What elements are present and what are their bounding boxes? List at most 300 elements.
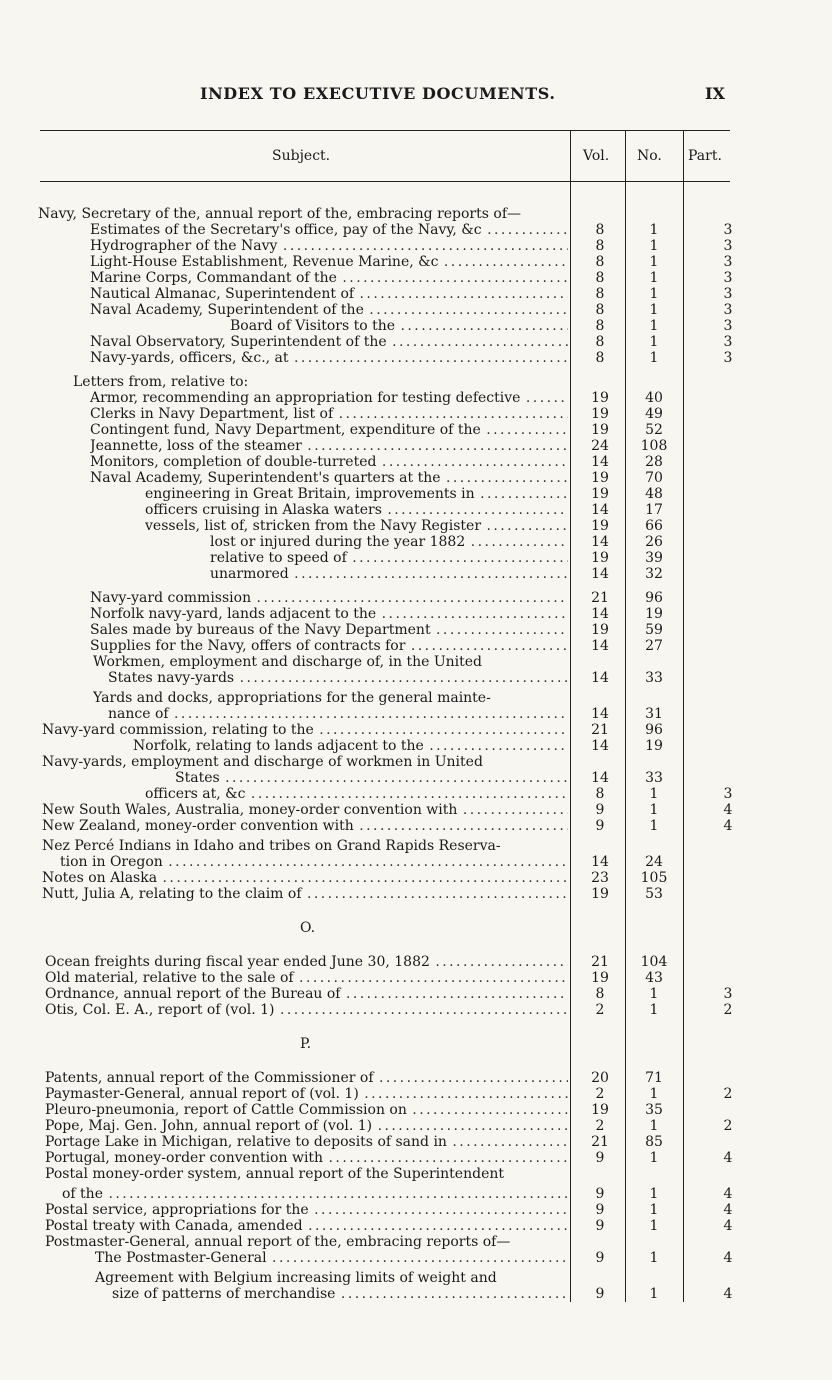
index-row bbox=[0, 818, 832, 834]
entry-volume: 8 bbox=[595, 222, 605, 238]
index-row bbox=[0, 722, 832, 738]
entry-volume: 14 bbox=[591, 770, 609, 786]
entry-number: 1 bbox=[649, 1286, 659, 1302]
index-row bbox=[0, 1118, 832, 1134]
entry-subject bbox=[95, 1250, 568, 1266]
entry-subject bbox=[90, 606, 568, 622]
index-row bbox=[0, 1150, 832, 1166]
entry-number: 1 bbox=[649, 802, 659, 818]
entry-subject bbox=[90, 350, 568, 366]
entry-number: 70 bbox=[645, 470, 663, 486]
entry-number: 26 bbox=[645, 534, 663, 550]
entry-part: 3 bbox=[723, 350, 733, 366]
entry-subject bbox=[90, 270, 568, 286]
entry-subject bbox=[108, 670, 568, 686]
index-row bbox=[0, 754, 832, 770]
entry-subject-text: Letters from, relative to: bbox=[73, 374, 249, 390]
index-row bbox=[0, 690, 832, 706]
entry-subject bbox=[45, 1134, 568, 1150]
index-row bbox=[0, 222, 832, 238]
entry-subject-text: Postmaster-General, annual report of the, embracing reports of— bbox=[45, 1234, 511, 1250]
entry-volume: 19 bbox=[591, 518, 609, 534]
entry-number: 71 bbox=[645, 1070, 663, 1086]
index-row bbox=[0, 1166, 832, 1182]
entry-number: 39 bbox=[645, 550, 663, 566]
entry-subject-text: Navy, Secretary of the, annual report of the, embracing reports of— bbox=[38, 206, 521, 222]
entry-subject-text: lost or injured during the year 1882 bbox=[210, 534, 466, 550]
entry-subject-text: Otis, Col. E. A., report of (vol. 1) bbox=[45, 1002, 275, 1018]
entry-subject-text: engineering in Great Britain, improvements in bbox=[145, 486, 475, 502]
entry-part: 2 bbox=[723, 1086, 733, 1102]
index-row bbox=[0, 1102, 832, 1118]
entry-subject-text: Ordnance, annual report of the Bureau of bbox=[45, 986, 341, 1002]
entry-volume: 19 bbox=[591, 390, 609, 406]
entry-subject bbox=[90, 470, 568, 486]
entry-subject-text: Pope, Maj. Gen. John, annual report of (vol. 1) bbox=[45, 1118, 373, 1134]
entry-number: 1 bbox=[649, 318, 659, 334]
entry-subject bbox=[45, 1218, 568, 1234]
index-row bbox=[0, 286, 832, 302]
entry-subject bbox=[90, 454, 568, 470]
entry-part: 2 bbox=[723, 1002, 733, 1018]
entry-subject-text: States bbox=[175, 770, 220, 786]
entry-number: 1 bbox=[649, 334, 659, 350]
entry-subject bbox=[145, 518, 568, 534]
index-row bbox=[0, 854, 832, 870]
entry-number: 52 bbox=[645, 422, 663, 438]
entry-subject-text: nance of bbox=[108, 706, 169, 722]
entry-subject-text: unarmored bbox=[210, 566, 289, 582]
entry-volume: 21 bbox=[591, 590, 609, 606]
entry-subject-text: Norfolk navy-yard, lands adjacent to the bbox=[90, 606, 377, 622]
entry-subject-text: officers at, &c bbox=[145, 786, 246, 802]
entry-subject bbox=[90, 238, 568, 254]
entry-subject bbox=[90, 590, 568, 606]
index-row bbox=[0, 1186, 832, 1202]
entry-number: 1 bbox=[649, 1218, 659, 1234]
entry-volume: 8 bbox=[595, 302, 605, 318]
entry-number: 43 bbox=[645, 970, 663, 986]
entry-part: 3 bbox=[723, 786, 733, 802]
entry-subject bbox=[90, 334, 568, 350]
entry-subject bbox=[90, 302, 568, 318]
entry-subject bbox=[45, 1118, 568, 1134]
index-row bbox=[0, 1002, 832, 1018]
entry-volume: 19 bbox=[591, 970, 609, 986]
entry-subject-text: Contingent fund, Navy Department, expenditure of the bbox=[90, 422, 481, 438]
entry-part: 3 bbox=[723, 334, 733, 350]
entry-subject-text: Estimates of the Secretary's office, pay of the Navy, &c bbox=[90, 222, 482, 238]
entry-subject-text: Navy-yard commission bbox=[90, 590, 252, 606]
entry-subject bbox=[42, 886, 568, 902]
entry-subject bbox=[62, 1186, 568, 1202]
entry-volume: 8 bbox=[595, 350, 605, 366]
entry-subject bbox=[45, 1070, 568, 1086]
index-row bbox=[0, 706, 832, 722]
entry-volume: 9 bbox=[595, 818, 605, 834]
entry-part: 3 bbox=[723, 238, 733, 254]
entry-number: 28 bbox=[645, 454, 663, 470]
entry-number: 105 bbox=[640, 870, 668, 886]
entry-number: 1 bbox=[649, 1186, 659, 1202]
index-row bbox=[0, 770, 832, 786]
entry-number: 49 bbox=[645, 406, 663, 422]
entry-subject-text: Portugal, money-order convention with bbox=[45, 1150, 324, 1166]
index-row bbox=[0, 254, 832, 270]
index-row bbox=[0, 1202, 832, 1218]
entry-number: 1 bbox=[649, 350, 659, 366]
entry-subject-text: Postal money-order system, annual report of the Superintendent bbox=[45, 1166, 504, 1182]
entry-subject bbox=[45, 1150, 568, 1166]
entry-subject-text: Monitors, completion of double-turreted bbox=[90, 454, 377, 470]
entry-subject-text: States navy-yards bbox=[108, 670, 235, 686]
entry-subject bbox=[60, 854, 568, 870]
entry-subject bbox=[45, 1002, 568, 1018]
entry-part: 3 bbox=[723, 302, 733, 318]
entry-part: 2 bbox=[723, 1118, 733, 1134]
index-row bbox=[0, 786, 832, 802]
entry-number: 48 bbox=[645, 486, 663, 502]
index-row bbox=[0, 318, 832, 334]
entry-volume: 9 bbox=[595, 1218, 605, 1234]
index-row bbox=[0, 406, 832, 422]
entry-subject-text: Workmen, employment and discharge of, in the United bbox=[93, 654, 483, 670]
entry-volume: 19 bbox=[591, 486, 609, 502]
entry-volume: 14 bbox=[591, 670, 609, 686]
entry-subject-text: Yards and docks, appropriations for the general mainte- bbox=[93, 690, 491, 706]
entry-part: 3 bbox=[723, 286, 733, 302]
entry-number: 96 bbox=[645, 590, 663, 606]
index-row bbox=[0, 970, 832, 986]
entry-subject-text: Navy-yard commission, relating to the bbox=[42, 722, 314, 738]
entry-subject bbox=[45, 1086, 568, 1102]
entry-volume: 8 bbox=[595, 318, 605, 334]
index-row bbox=[0, 350, 832, 366]
index-row bbox=[0, 302, 832, 318]
entry-subject-text: Navy-yards, employment and discharge of workmen in United bbox=[42, 754, 483, 770]
entry-number: 17 bbox=[645, 502, 663, 518]
entry-number: 108 bbox=[640, 438, 668, 454]
entry-subject bbox=[90, 286, 568, 302]
entry-subject bbox=[73, 374, 568, 390]
section-heading-o: O. bbox=[300, 920, 316, 936]
entry-subject bbox=[90, 622, 568, 638]
entry-subject-text: Armor, recommending an appropriation for testing defective bbox=[90, 390, 521, 406]
index-row bbox=[0, 518, 832, 534]
entry-number: 40 bbox=[645, 390, 663, 406]
entry-volume: 23 bbox=[591, 870, 609, 886]
entry-number: 1 bbox=[649, 1002, 659, 1018]
entry-number: 1 bbox=[649, 254, 659, 270]
page-title: INDEX TO EXECUTIVE DOCUMENTS. bbox=[200, 84, 556, 103]
section-heading-p: P. bbox=[300, 1036, 312, 1052]
entry-part: 4 bbox=[723, 818, 733, 834]
index-row bbox=[0, 470, 832, 486]
entry-subject-text: Portage Lake in Michigan, relative to deposits of sand in bbox=[45, 1134, 447, 1150]
entry-volume: 8 bbox=[595, 986, 605, 1002]
table-header-rule bbox=[40, 181, 730, 182]
index-row bbox=[0, 606, 832, 622]
entry-volume: 14 bbox=[591, 606, 609, 622]
entry-subject-text: of the bbox=[62, 1186, 103, 1202]
entry-volume: 9 bbox=[595, 802, 605, 818]
index-row bbox=[0, 390, 832, 406]
entry-part: 4 bbox=[723, 1250, 733, 1266]
entry-part: 4 bbox=[723, 802, 733, 818]
entry-subject-text: Paymaster-General, annual report of (vol. 1) bbox=[45, 1086, 359, 1102]
entry-number: 53 bbox=[645, 886, 663, 902]
index-row bbox=[0, 1234, 832, 1250]
entry-subject bbox=[90, 422, 568, 438]
entry-subject-text: Ocean freights during fiscal year ended June 30, 1882 bbox=[45, 954, 430, 970]
entry-subject bbox=[90, 222, 568, 238]
entry-volume: 14 bbox=[591, 502, 609, 518]
entry-volume: 24 bbox=[591, 438, 609, 454]
entry-subject-text: Patents, annual report of the Commissioner of bbox=[45, 1070, 374, 1086]
entry-subject bbox=[45, 1202, 568, 1218]
column-header-no: No. bbox=[637, 148, 662, 164]
entry-number: 85 bbox=[645, 1134, 663, 1150]
entry-subject bbox=[90, 254, 568, 270]
entry-subject bbox=[42, 754, 568, 770]
entry-subject bbox=[38, 206, 568, 222]
entry-volume: 8 bbox=[595, 238, 605, 254]
entry-subject-text: Pleuro-pneumonia, report of Cattle Commission on bbox=[45, 1102, 407, 1118]
index-row bbox=[0, 1086, 832, 1102]
index-row bbox=[0, 1286, 832, 1302]
entry-part: 3 bbox=[723, 222, 733, 238]
entry-subject-text: Navy-yards, officers, &c., at bbox=[90, 350, 289, 366]
entry-subject bbox=[42, 818, 568, 834]
entry-subject bbox=[95, 1270, 568, 1286]
entry-subject-text: size of patterns of merchandise bbox=[112, 1286, 336, 1302]
entry-subject-text: Hydrographer of the Navy bbox=[90, 238, 278, 254]
entry-subject-text: New Zealand, money-order convention with bbox=[42, 818, 354, 834]
index-row bbox=[0, 454, 832, 470]
entry-subject bbox=[210, 534, 568, 550]
entry-subject bbox=[145, 502, 568, 518]
entry-subject-text: Jeannette, loss of the steamer bbox=[90, 438, 302, 454]
entry-subject bbox=[42, 802, 568, 818]
entry-subject bbox=[230, 318, 568, 334]
entry-subject bbox=[45, 970, 568, 986]
index-row bbox=[0, 654, 832, 670]
entry-number: 1 bbox=[649, 1118, 659, 1134]
column-header-part: Part. bbox=[688, 148, 722, 164]
entry-subject-text: Sales made by bureaus of the Navy Department bbox=[90, 622, 431, 638]
index-row bbox=[0, 438, 832, 454]
entry-number: 31 bbox=[645, 706, 663, 722]
entry-volume: 8 bbox=[595, 254, 605, 270]
entry-volume: 14 bbox=[591, 738, 609, 754]
entry-number: 1 bbox=[649, 1202, 659, 1218]
entry-number: 35 bbox=[645, 1102, 663, 1118]
entry-part: 4 bbox=[723, 1186, 733, 1202]
entry-volume: 9 bbox=[595, 1250, 605, 1266]
entry-subject bbox=[133, 738, 568, 754]
entry-volume: 14 bbox=[591, 706, 609, 722]
entry-volume: 9 bbox=[595, 1186, 605, 1202]
entry-subject bbox=[210, 550, 568, 566]
entry-number: 1 bbox=[649, 818, 659, 834]
entry-part: 3 bbox=[723, 318, 733, 334]
index-row bbox=[0, 206, 832, 222]
entry-volume: 19 bbox=[591, 622, 609, 638]
entry-volume: 9 bbox=[595, 1150, 605, 1166]
entry-subject-text: Norfolk, relating to lands adjacent to the bbox=[133, 738, 424, 754]
entry-number: 1 bbox=[649, 786, 659, 802]
entry-volume: 14 bbox=[591, 454, 609, 470]
index-row bbox=[0, 802, 832, 818]
entry-volume: 19 bbox=[591, 886, 609, 902]
entry-subject bbox=[90, 406, 568, 422]
entry-subject-text: Board of Visitors to the bbox=[230, 318, 396, 334]
column-header-subject: Subject. bbox=[272, 148, 331, 164]
index-row bbox=[0, 534, 832, 550]
index-row bbox=[0, 1250, 832, 1266]
entry-subject bbox=[45, 1166, 568, 1182]
index-row bbox=[0, 1270, 832, 1286]
entry-number: 1 bbox=[649, 222, 659, 238]
index-row bbox=[0, 1134, 832, 1150]
entry-subject-text: New South Wales, Australia, money-order convention with bbox=[42, 802, 458, 818]
entry-number: 1 bbox=[649, 286, 659, 302]
entry-volume: 19 bbox=[591, 470, 609, 486]
entry-subject-text: Agreement with Belgium increasing limits of weight and bbox=[95, 1270, 497, 1286]
page-number: IX bbox=[705, 84, 725, 103]
entry-number: 33 bbox=[645, 670, 663, 686]
entry-number: 32 bbox=[645, 566, 663, 582]
index-row bbox=[0, 954, 832, 970]
entry-subject bbox=[45, 1102, 568, 1118]
entry-part: 4 bbox=[723, 1286, 733, 1302]
entry-subject-text: Notes on Alaska bbox=[42, 870, 158, 886]
entry-subject-text: The Postmaster-General bbox=[95, 1250, 267, 1266]
entry-number: 59 bbox=[645, 622, 663, 638]
entry-number: 66 bbox=[645, 518, 663, 534]
entry-volume: 21 bbox=[591, 722, 609, 738]
entry-part: 3 bbox=[723, 254, 733, 270]
entry-number: 96 bbox=[645, 722, 663, 738]
index-row bbox=[0, 1218, 832, 1234]
index-row bbox=[0, 738, 832, 754]
entry-number: 19 bbox=[645, 738, 663, 754]
entry-volume: 8 bbox=[595, 286, 605, 302]
entry-subject-text: Postal treaty with Canada, amended bbox=[45, 1218, 303, 1234]
entry-subject-text: Clerks in Navy Department, list of bbox=[90, 406, 334, 422]
entry-part: 4 bbox=[723, 1202, 733, 1218]
index-row bbox=[0, 622, 832, 638]
entry-volume: 19 bbox=[591, 1102, 609, 1118]
entry-number: 24 bbox=[645, 854, 663, 870]
entry-subject bbox=[90, 638, 568, 654]
entry-subject bbox=[42, 838, 568, 854]
entry-number: 1 bbox=[649, 270, 659, 286]
entry-subject-text: Naval Observatory, Superintendent of the bbox=[90, 334, 387, 350]
entry-subject bbox=[45, 954, 568, 970]
index-row bbox=[0, 486, 832, 502]
index-row bbox=[0, 502, 832, 518]
table-top-rule bbox=[40, 130, 730, 131]
entry-number: 19 bbox=[645, 606, 663, 622]
entry-subject-text: Nutt, Julia A, relating to the claim of bbox=[42, 886, 302, 902]
index-row bbox=[0, 638, 832, 654]
entry-subject-text: Marine Corps, Commandant of the bbox=[90, 270, 337, 286]
entry-subject bbox=[42, 722, 568, 738]
entry-volume: 9 bbox=[595, 1286, 605, 1302]
index-row bbox=[0, 590, 832, 606]
index-row bbox=[0, 986, 832, 1002]
entry-part: 3 bbox=[723, 986, 733, 1002]
entry-subject bbox=[90, 390, 568, 406]
entry-subject bbox=[45, 986, 568, 1002]
entry-volume: 14 bbox=[591, 566, 609, 582]
entry-subject-text: Light-House Establishment, Revenue Marine, &c bbox=[90, 254, 439, 270]
index-row bbox=[0, 838, 832, 854]
entry-part: 4 bbox=[723, 1150, 733, 1166]
entry-subject bbox=[42, 870, 568, 886]
entry-volume: 19 bbox=[591, 422, 609, 438]
entry-subject-text: Naval Academy, Superintendent's quarters at the bbox=[90, 470, 441, 486]
entry-number: 1 bbox=[649, 238, 659, 254]
entry-subject bbox=[210, 566, 568, 582]
entry-subject-text: vessels, list of, stricken from the Navy Register bbox=[145, 518, 482, 534]
entry-subject-text: relative to speed of bbox=[210, 550, 347, 566]
entry-subject bbox=[145, 486, 568, 502]
entry-volume: 8 bbox=[595, 270, 605, 286]
entry-subject-text: tion in Oregon bbox=[60, 854, 163, 870]
entry-subject bbox=[108, 706, 568, 722]
entry-volume: 2 bbox=[595, 1086, 605, 1102]
entry-subject-text: Supplies for the Navy, offers of contracts for bbox=[90, 638, 406, 654]
entry-volume: 19 bbox=[591, 550, 609, 566]
entry-number: 1 bbox=[649, 986, 659, 1002]
entry-subject bbox=[93, 654, 568, 670]
entry-volume: 8 bbox=[595, 334, 605, 350]
index-row bbox=[0, 270, 832, 286]
entry-number: 1 bbox=[649, 302, 659, 318]
entry-volume: 14 bbox=[591, 534, 609, 550]
index-row bbox=[0, 566, 832, 582]
entry-subject bbox=[90, 438, 568, 454]
entry-number: 33 bbox=[645, 770, 663, 786]
entry-volume: 20 bbox=[591, 1070, 609, 1086]
entry-part: 4 bbox=[723, 1218, 733, 1234]
entry-number: 104 bbox=[640, 954, 668, 970]
entry-subject-text: officers cruising in Alaska waters bbox=[145, 502, 382, 518]
index-row bbox=[0, 550, 832, 566]
entry-number: 1 bbox=[649, 1250, 659, 1266]
entry-subject bbox=[93, 690, 568, 706]
index-row bbox=[0, 374, 832, 390]
entry-number: 1 bbox=[649, 1150, 659, 1166]
entry-subject-text: Nez Percé Indians in Idaho and tribes on Grand Rapids Reserva- bbox=[42, 838, 501, 854]
index-row bbox=[0, 422, 832, 438]
entry-subject bbox=[112, 1286, 568, 1302]
entry-subject bbox=[145, 786, 568, 802]
entry-volume: 21 bbox=[591, 1134, 609, 1150]
index-row bbox=[0, 670, 832, 686]
index-row bbox=[0, 334, 832, 350]
entry-number: 1 bbox=[649, 1086, 659, 1102]
entry-volume: 2 bbox=[595, 1002, 605, 1018]
entry-volume: 8 bbox=[595, 786, 605, 802]
entry-volume: 14 bbox=[591, 854, 609, 870]
entry-volume: 21 bbox=[591, 954, 609, 970]
entry-subject-text: Postal service, appropriations for the bbox=[45, 1202, 309, 1218]
entry-subject-text: Nautical Almanac, Superintendent of bbox=[90, 286, 355, 302]
entry-part: 3 bbox=[723, 270, 733, 286]
